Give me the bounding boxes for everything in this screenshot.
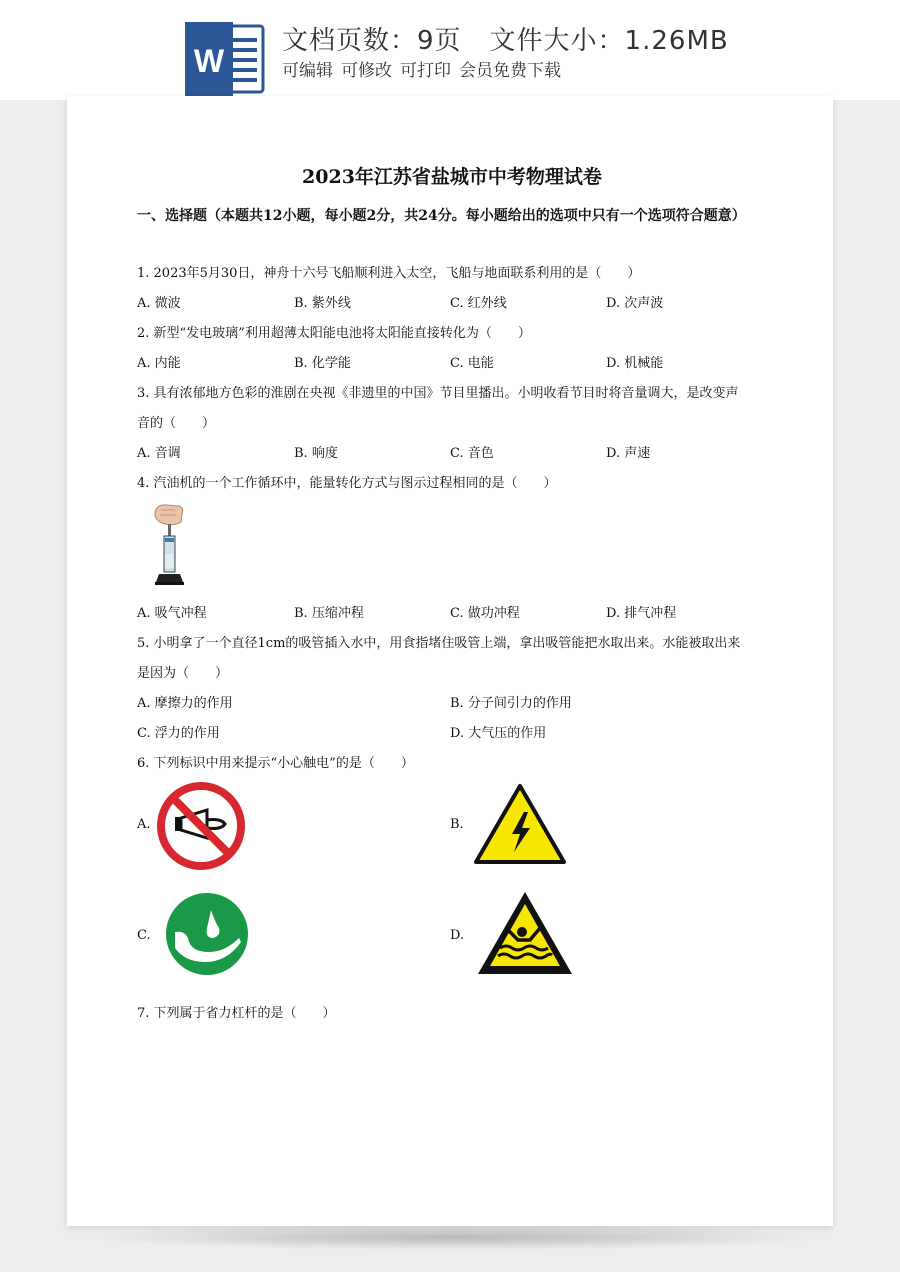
feature-printable: 可打印 [400,61,451,81]
q3-option-c: C. 音色 [450,446,494,461]
q6-label-b: B. [450,817,464,832]
document-page [67,96,833,1226]
file-size: 文件大小：1.26MB [489,26,729,56]
question-4: 4. 汽油机的一个工作循环中，能量转化方式与图示过程相同的是（ ） [137,476,557,491]
question-1: 1. 2023年5月30日，神舟十六号飞船顺利进入太空，飞船与地面联系利用的是（ ） [137,266,641,281]
question-6: 6. 下列标识中用来提示“小心触电”的是（ ） [137,756,414,771]
feature-editable: 可编辑 [282,61,333,81]
page-shadow [80,1224,828,1250]
q6-label-d: D. [450,928,465,943]
q4-option-b: B. 压缩冲程 [294,606,364,621]
q3-option-b: B. 响度 [294,446,338,461]
question-5-line-2: 是因为（ ） [137,666,229,681]
question-2: 2. 新型“发电玻璃”利用超薄太阳能电池将太阳能直接转化为（ ） [137,326,531,341]
feature-modifiable: 可修改 [341,61,392,81]
q2-option-d: D. 机械能 [606,356,664,371]
q1-option-c: C. 红外线 [450,296,507,311]
water-conservation-sign-icon [165,892,249,976]
question-7: 7. 下列属于省力杠杆的是（ ） [137,1006,336,1021]
q5-option-c: C. 浮力的作用 [137,726,220,741]
feature-member-download: 会员免费下载 [459,61,561,81]
pump-press-icon [151,502,187,588]
feature-list [282,56,569,81]
q6-label-c: C. [137,928,151,943]
q4-option-d: D. 排气冲程 [606,606,677,621]
q5-option-b: B. 分子间引力的作用 [450,696,572,711]
download-banner [0,0,900,100]
word-icon [185,22,265,96]
question-5-line-1: 5. 小明拿了一个直径1cm的吸管插入水中，用食指堵住吸管上端，拿出吸管能把水取出来。水能被取出来 [137,636,741,651]
q1-option-b: B. 紫外线 [294,296,351,311]
q4-option-c: C. 做功冲程 [450,606,520,621]
q2-option-c: C. 电能 [450,356,494,371]
svg-text:W: W [193,43,225,79]
q5-option-a: A. 摩擦力的作用 [137,696,233,711]
section-heading: 一、选择题（本题共12小题，每小题2分，共24分。每小题给出的选项中只有一个选项符合题意） [137,208,746,224]
electric-shock-warning-icon [472,782,568,866]
q3-option-d: D. 声速 [606,446,651,461]
file-info [282,20,729,57]
page-count: 文档页数：9页 [282,26,462,56]
q2-option-a: A. 内能 [137,356,181,371]
q1-option-d: D. 次声波 [606,296,664,311]
question-3-line-1: 3. 具有浓郁地方色彩的淮剧在央视《非遗里的中国》节目里播出。小明收看节目时将音量调大，是改变声 [137,386,739,401]
q6-label-a: A. [137,817,151,832]
q4-option-a: A. 吸气冲程 [137,606,207,621]
q1-option-a: A. 微波 [137,296,181,311]
exam-title: 2023年江苏省盐城市中考物理试卷 [302,166,602,188]
question-3-line-2: 音的（ ） [137,416,216,431]
q5-option-d: D. 大气压的作用 [450,726,547,741]
drowning-warning-icon [474,888,576,980]
q3-option-a: A. 音调 [137,446,181,461]
q2-option-b: B. 化学能 [294,356,351,371]
no-horn-sign-icon [155,780,247,872]
